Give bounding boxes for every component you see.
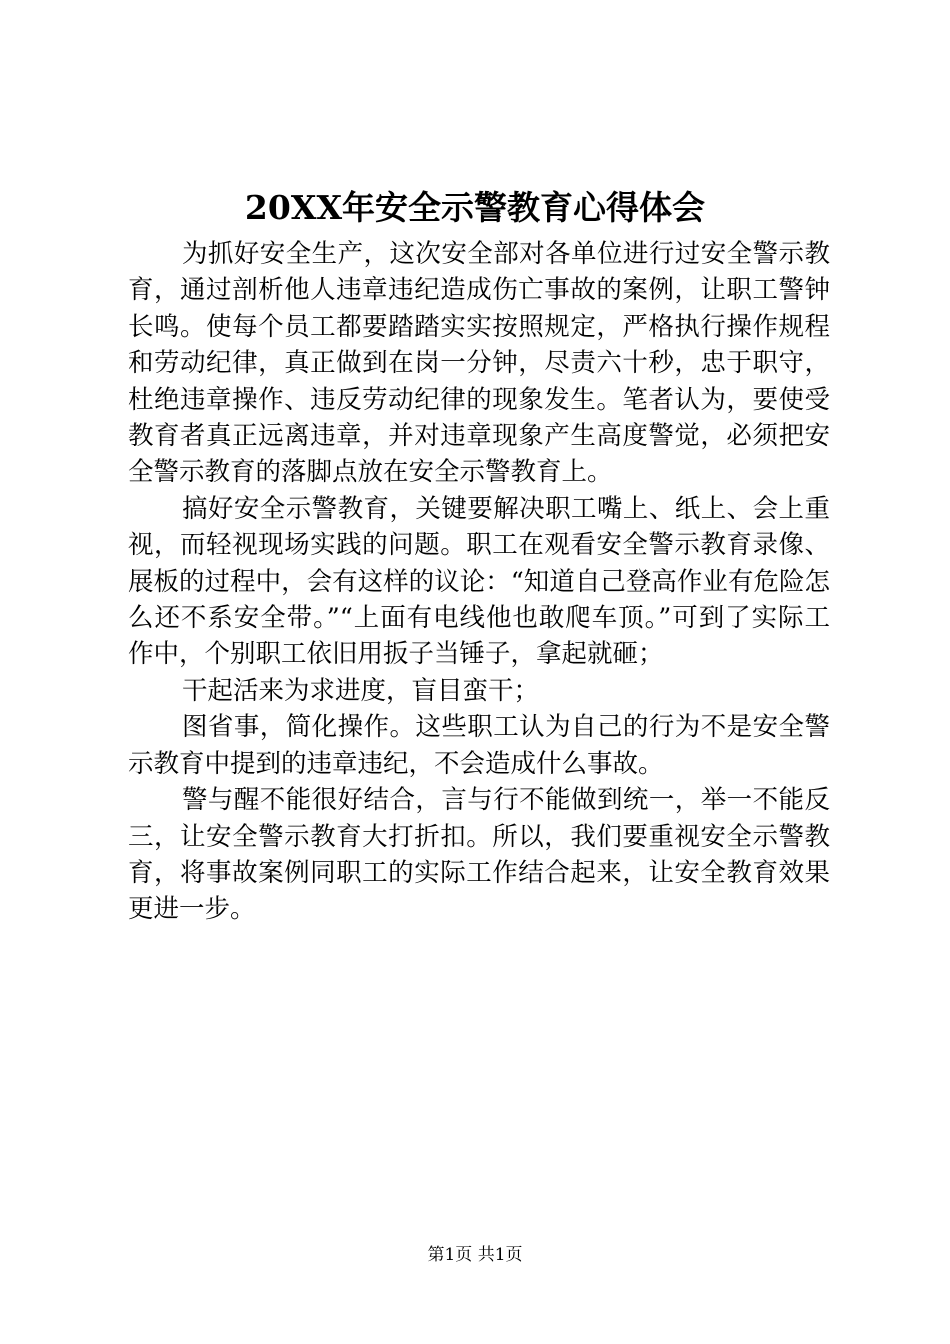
paragraph-3: 干起活来为求进度，盲目蛮干； <box>182 675 540 706</box>
document-body <box>128 236 830 928</box>
paragraph-2: 搞好安全示警教育，关键要解决职工嘴上、纸上、会上重视，而轻视现场实践的问题。职工在观看安全警示教育录像、展板的过程中，会有这样的议论：“知道自己登高作业有危险怎么还不系安全带。”“上面有电线他也敢爬车顶。”可到了实际工作中，个别职工依旧用扳子当锤子，拿起就砸； <box>128 493 830 670</box>
document-title: 20XX年安全示警教育心得体会 <box>244 188 706 227</box>
paragraph-1: 为抓好安全生产，这次安全部对各单位进行过安全警示教育，通过剖析他人违章违纪造成伤亡事故的案例，让职工警钟长鸣。使每个员工都要踏踏实实按照规定，严格执行操作规程和劳动纪律，真正做到在岗一分钟，尽责六十秒，忠于职守，杜绝违章操作、违反劳动纪律的现象发生。笔者认为，要使受教育者真正远离违章，并对违章现象产生高度警觉，必须把安全警示教育的落脚点放在安全示警教育上。 <box>128 239 830 488</box>
page-footer: 第1页 共1页 <box>427 1245 523 1265</box>
paragraph-4: 图省事，简化操作。这些职工认为自己的行为不是安全警示教育中提到的违章违纪，不会造成什么事故。 <box>128 712 830 779</box>
paragraph-5: 警与醒不能很好结合，言与行不能做到统一，举一不能反三，让安全警示教育大打折扣。所以，我们要重视安全示警教育，将事故案例同职工的实际工作结合起来，让安全教育效果更进一步。 <box>128 785 830 925</box>
